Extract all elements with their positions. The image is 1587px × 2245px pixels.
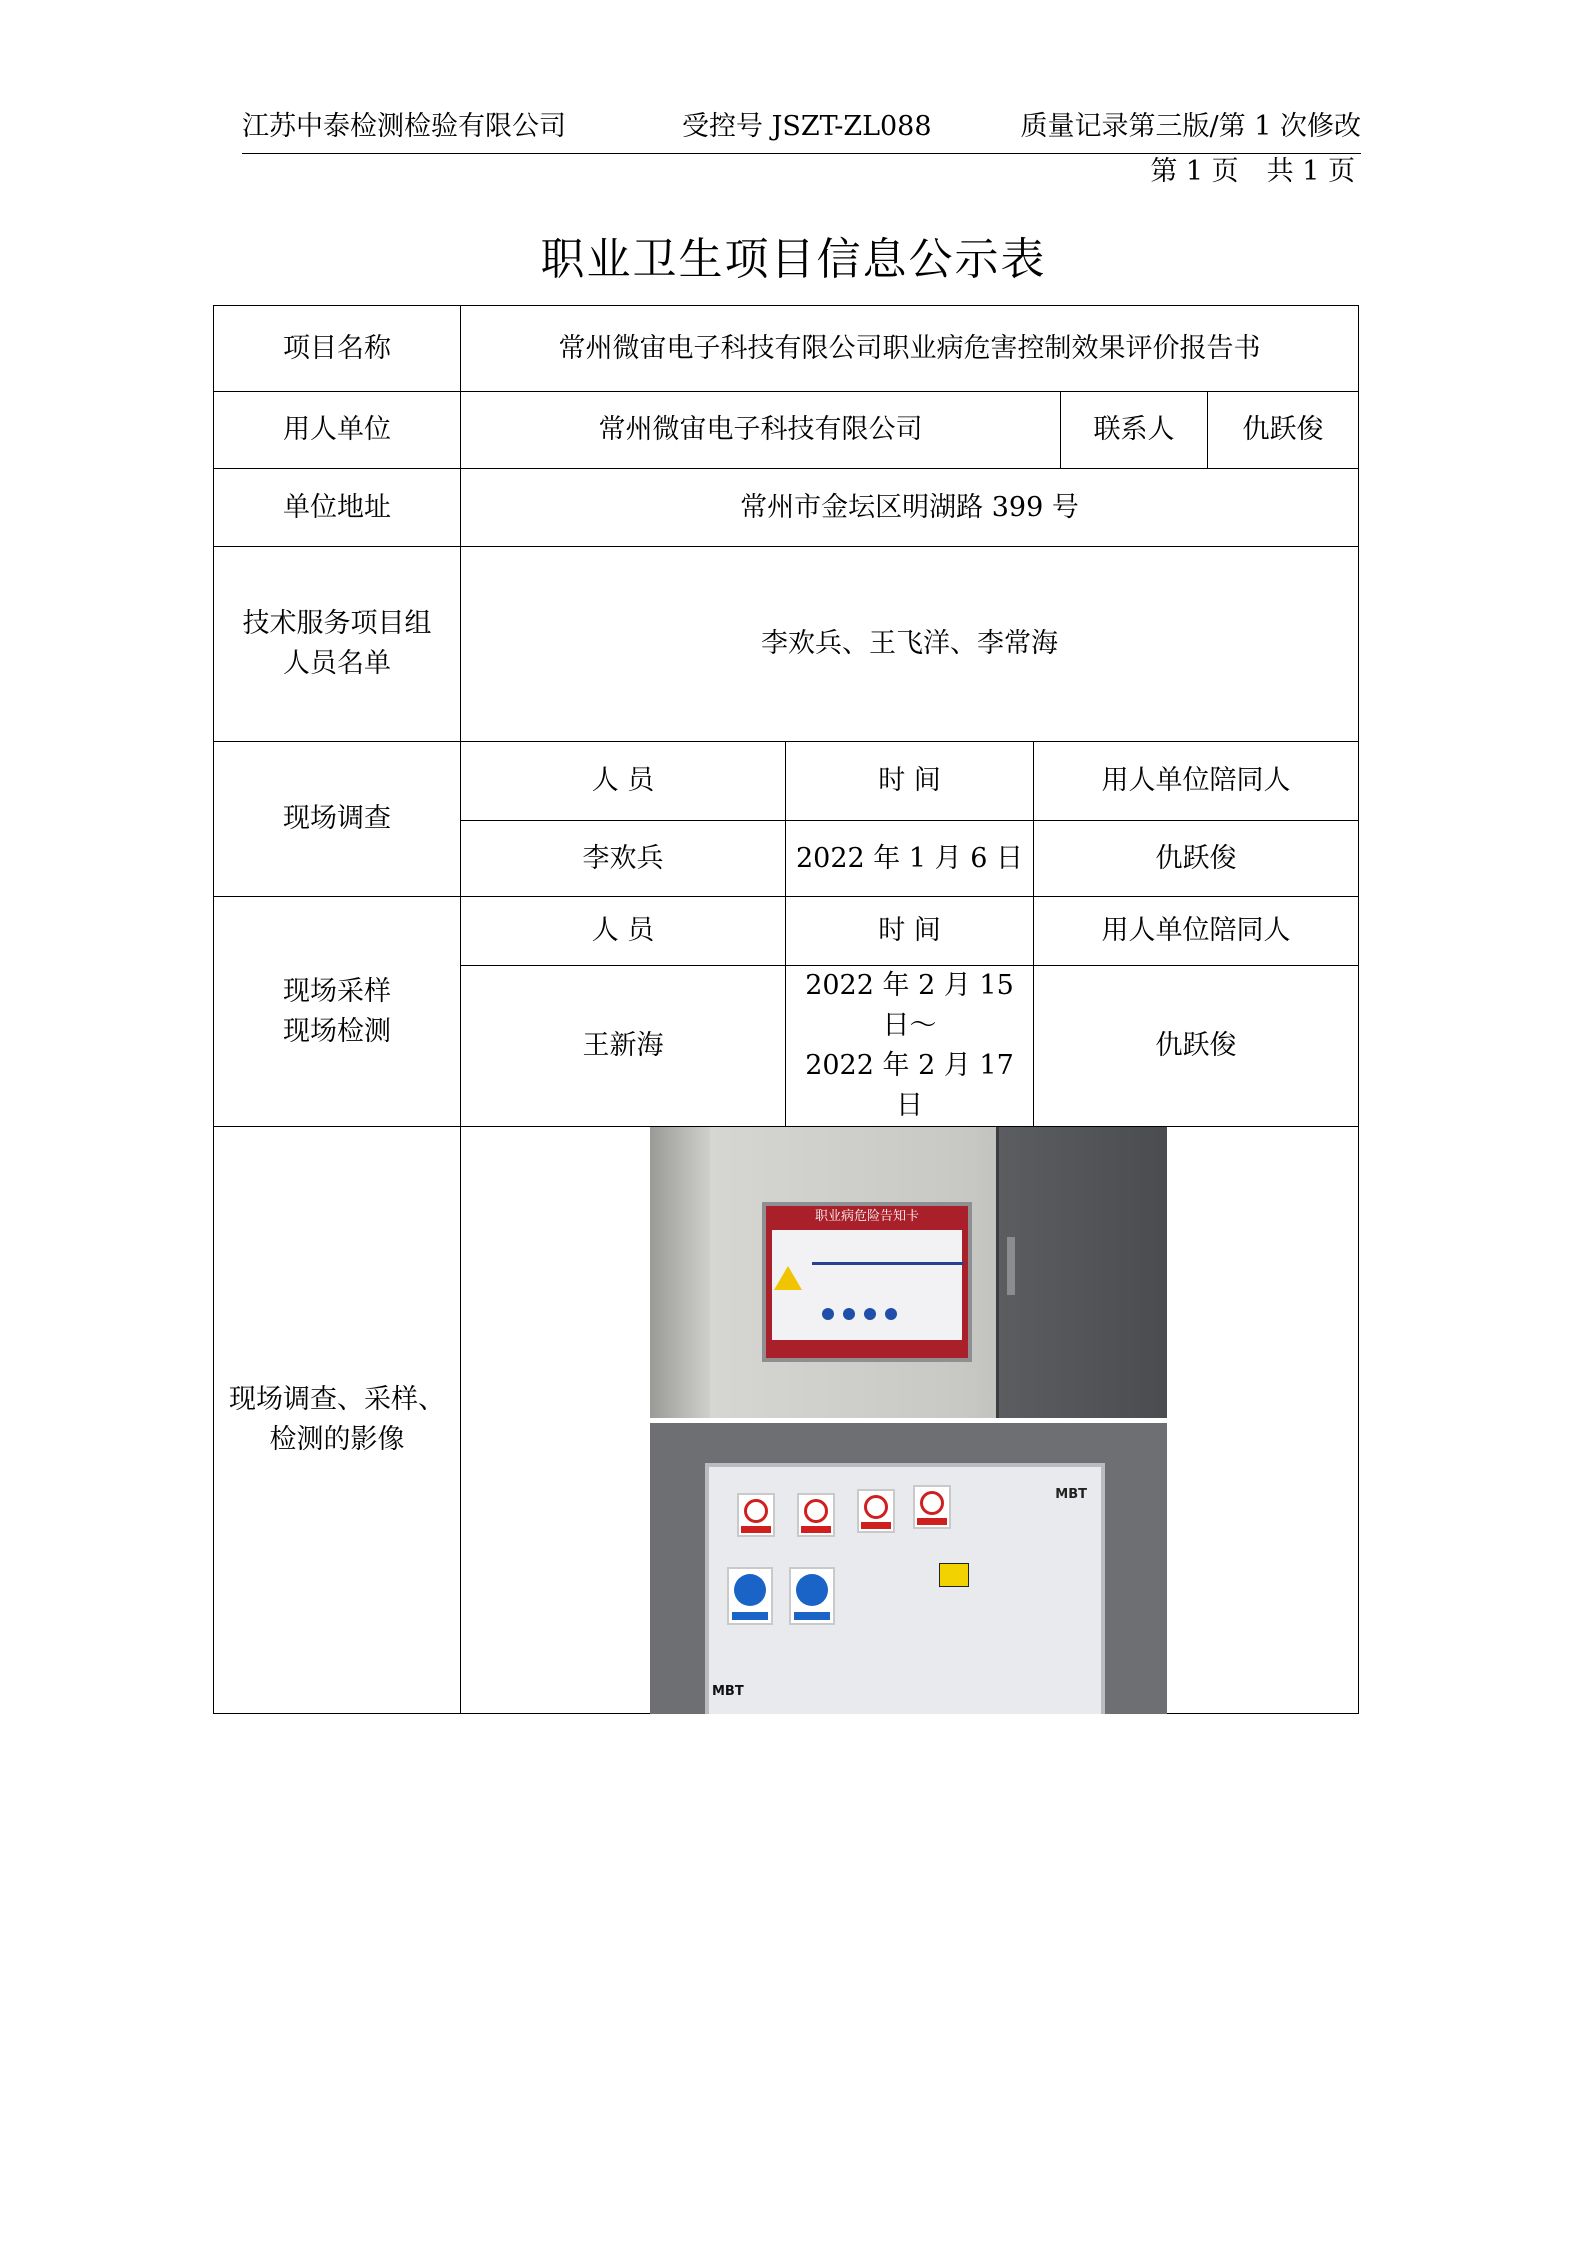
survey-person: 李欢兵 <box>461 821 786 897</box>
sampling-date-line1: 2022 年 2 月 15 日～ <box>805 970 1014 1041</box>
page-info <box>1150 157 1355 187</box>
sampling-col-time: 时 间 <box>786 897 1034 966</box>
door-hinge <box>1007 1237 1015 1295</box>
value-address: 常州市金坛区明湖路 399 号 <box>461 469 1359 547</box>
prohibition-sign-icon <box>857 1489 895 1533</box>
sampling-date-line2: 2022 年 2 月 17 日 <box>805 1050 1014 1121</box>
label-contact: 联系人 <box>1061 392 1208 469</box>
value-employer: 常州微宙电子科技有限公司 <box>461 392 1061 469</box>
survey-col-escort: 用人单位陪同人 <box>1034 742 1359 821</box>
header-rule <box>242 153 1361 154</box>
row-sampling-header <box>214 897 1359 966</box>
label-sampling <box>214 897 461 1127</box>
value-contact: 仇跃俊 <box>1208 392 1359 469</box>
label-sampling-line2: 现场检测 <box>283 1015 391 1047</box>
label-employer: 用人单位 <box>214 392 461 469</box>
label-images-line2: 检测的影像 <box>269 1424 405 1455</box>
sampling-date <box>786 966 1034 1127</box>
caution-radiation-sign-icon <box>939 1563 969 1587</box>
value-team: 李欢兵、王飞洋、李常海 <box>461 547 1359 742</box>
row-project-name <box>214 306 1359 392</box>
prohibition-sign-icon <box>737 1493 775 1537</box>
label-images-line1: 现场调查、采样、 <box>229 1384 445 1415</box>
hazard-card-title: 职业病危险告知卡 <box>814 1209 919 1224</box>
header-record-version: 质量记录第三版/第 1 次修改 <box>1020 111 1361 142</box>
wall-shadow <box>650 1127 710 1418</box>
page-total: 共 1 页 <box>1266 156 1355 187</box>
row-images <box>214 1127 1359 1714</box>
prohibition-sign-icon <box>913 1485 951 1529</box>
board-brand-mark: MBT <box>1055 1487 1087 1502</box>
sampling-escort: 仇跃俊 <box>1034 966 1359 1127</box>
mandatory-goggles-sign-icon <box>727 1567 773 1625</box>
safety-sign-board <box>705 1463 1105 1714</box>
hazard-notice-card <box>762 1202 972 1362</box>
survey-date: 2022 年 1 月 6 日 <box>786 821 1034 897</box>
survey-col-time: 时 间 <box>786 742 1034 821</box>
images-cell <box>461 1127 1359 1714</box>
label-images <box>214 1127 461 1714</box>
row-team <box>214 547 1359 742</box>
page-number: 第 1 页 <box>1150 156 1239 187</box>
survey-escort: 仇跃俊 <box>1034 821 1359 897</box>
label-sampling-line1: 现场采样 <box>283 975 391 1007</box>
site-photo-hazard-card <box>650 1127 1167 1418</box>
header-company: 江苏中泰检测检验有限公司 <box>242 111 566 142</box>
survey-col-person: 人 员 <box>461 742 786 821</box>
hazard-card-divider <box>812 1262 964 1265</box>
mandatory-sign-icon <box>789 1567 835 1625</box>
row-survey-header <box>214 742 1359 821</box>
label-team <box>214 547 461 742</box>
label-address: 单位地址 <box>214 469 461 547</box>
label-survey: 现场调查 <box>214 742 461 897</box>
label-team-line2: 人员名单 <box>283 648 391 679</box>
row-employer <box>214 392 1359 469</box>
sampling-person: 王新海 <box>461 966 786 1127</box>
site-photo-safety-signs <box>650 1423 1167 1714</box>
door-panel <box>996 1127 1167 1418</box>
board-brand-mark-bottom: MBT <box>712 1684 744 1699</box>
prohibition-sign-icon <box>797 1493 835 1537</box>
label-team-line1: 技术服务项目组 <box>242 608 432 639</box>
sampling-col-person: 人 员 <box>461 897 786 966</box>
ppe-icons <box>822 1292 906 1332</box>
label-project-name: 项目名称 <box>214 306 461 392</box>
info-table <box>213 305 1359 1714</box>
row-address <box>214 469 1359 547</box>
document-title: 职业卫生项目信息公示表 <box>540 234 1047 285</box>
value-project-name: 常州微宙电子科技有限公司职业病危害控制效果评价报告书 <box>461 306 1359 392</box>
warning-triangle-icon <box>774 1266 802 1290</box>
sampling-col-escort: 用人单位陪同人 <box>1034 897 1359 966</box>
header-control-number: 受控号 JSZT-ZL088 <box>682 111 932 142</box>
